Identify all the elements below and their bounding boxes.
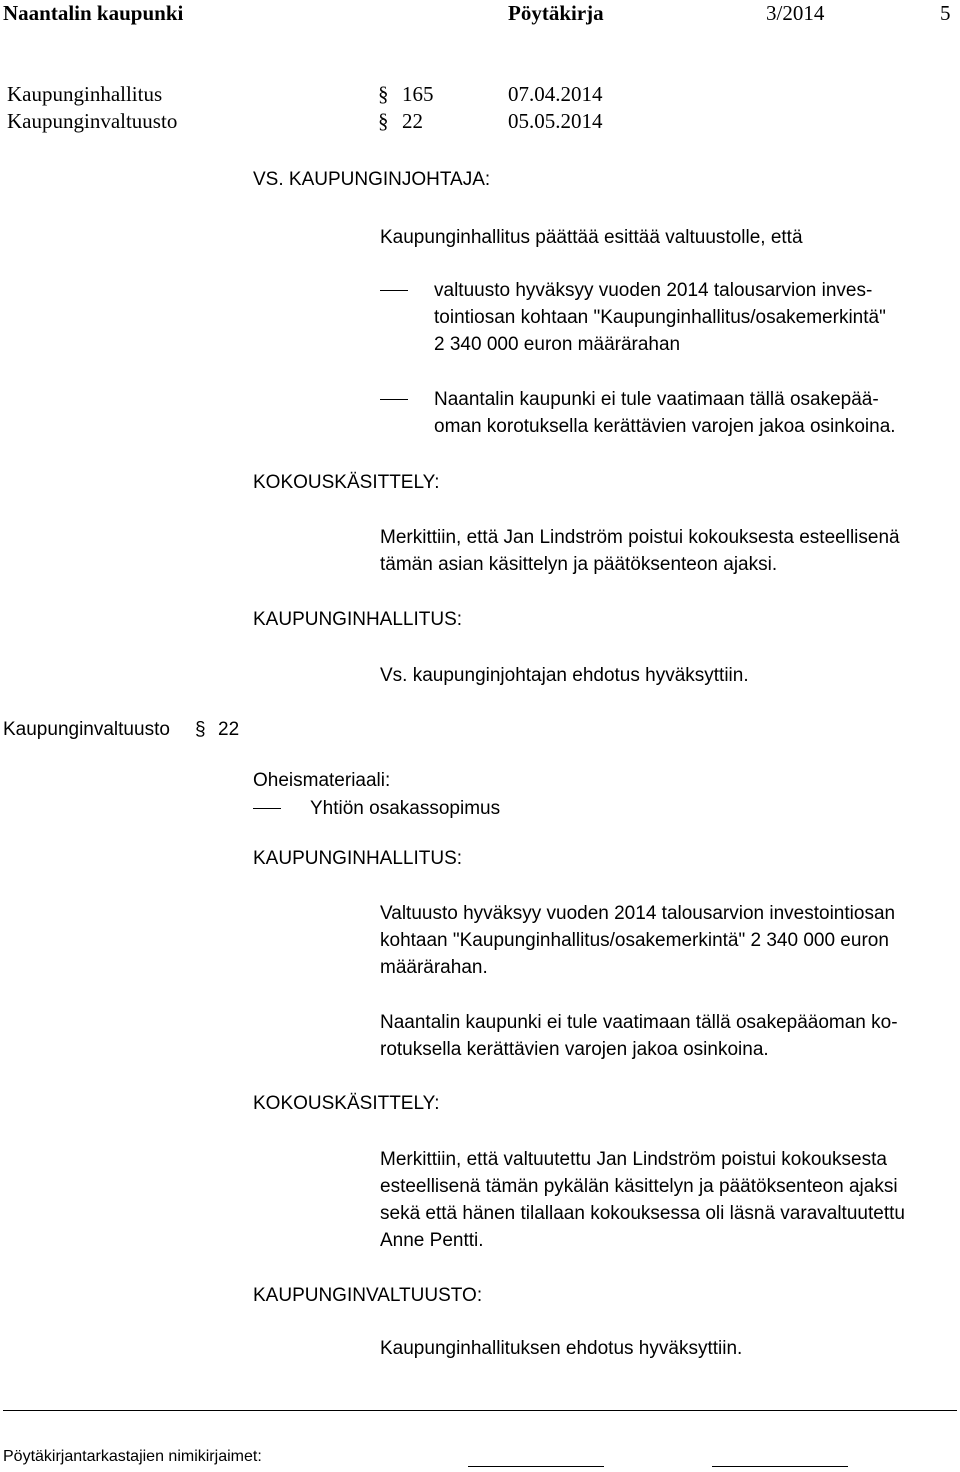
proposal-item-2-line-2: oman korotuksella kerättävien varojen jakoa osinkoina. — [434, 416, 896, 437]
initials-line-1 — [468, 1466, 604, 1467]
kaupunginhallitus-heading-1: KAUPUNGINHALLITUS: — [253, 609, 463, 630]
reference-section-2: 22 — [402, 109, 423, 133]
bullet-dash-icon — [380, 290, 408, 291]
oheismateriaali-item: Yhtiön osakassopimus — [310, 798, 501, 819]
kaupunginhallitus-heading-2: KAUPUNGINHALLITUS: — [253, 848, 463, 869]
proposal-item-1-line-3: 2 340 000 euron määrärahan — [434, 334, 681, 355]
kaupunginhallitus-text-2-line-1: Valtuusto hyväksyy vuoden 2014 talousarvion investointiosan — [380, 903, 896, 924]
section-heading-body: Kaupunginvaltuusto — [3, 719, 170, 740]
kokouskasittely-heading-2: KOKOUSKÄSITTELY: — [253, 1093, 440, 1114]
header-page-number: 5 — [940, 1, 951, 25]
kaupunginhallitus-text-2-line-2: kohtaan "Kaupunginhallitus/osakemerkintä" 2 340 000 euron — [380, 930, 889, 951]
initials-line-2 — [712, 1466, 848, 1467]
proposal-item-2-line-1: Naantalin kaupunki ei tule vaatimaan tällä osakepää- — [434, 389, 879, 410]
reference-section-sign-1: § — [378, 82, 389, 106]
footer-initials-label: Pöytäkirjantarkastajien nimikirjaimet: — [3, 1448, 262, 1465]
bullet-dash-icon — [380, 399, 408, 400]
kaupunginhallitus-decision-1: Vs. kaupunginjohtajan ehdotus hyväksyttiin. — [380, 665, 749, 686]
kaupunginvaltuusto-decision: Kaupunginhallituksen ehdotus hyväksyttiin. — [380, 1338, 743, 1359]
reference-body-1: Kaupunginhallitus — [7, 82, 163, 106]
reference-section-sign-2: § — [378, 109, 389, 133]
header-doc-type: Pöytäkirja — [508, 1, 604, 25]
section-heading-sign: § — [195, 719, 206, 740]
kokouskasittely-text-2-line-3: sekä että hänen tilallaan kokouksessa oli läsnä varavaltuutettu — [380, 1203, 905, 1224]
reference-section-1: 165 — [402, 82, 434, 106]
kaupunginvaltuusto-heading: KAUPUNGINVALTUUSTO: — [253, 1285, 483, 1306]
footer-divider — [3, 1410, 957, 1411]
kokouskasittely-text-2-line-4: Anne Pentti. — [380, 1230, 484, 1251]
proposal-item-1-line-2: tointiosan kohtaan "Kaupunginhallitus/osakemerkintä" — [434, 307, 886, 328]
header-municipality: Naantalin kaupunki — [3, 1, 184, 25]
proposal-item-1-line-1: valtuusto hyväksyy vuoden 2014 talousarvion inves- — [434, 280, 873, 301]
header-number: 3/2014 — [766, 1, 825, 25]
reference-date-2: 05.05.2014 — [508, 109, 603, 133]
section-heading-number: 22 — [218, 719, 240, 740]
kaupunginhallitus-text-2-line-3: määrärahan. — [380, 957, 488, 978]
vs-kaupunginjohtaja-heading: VS. KAUPUNGINJOHTAJA: — [253, 169, 491, 190]
oheismateriaali-heading: Oheismateriaali: — [253, 770, 391, 791]
kokouskasittely-text-1-line-1: Merkittiin, että Jan Lindström poistui kokouksesta esteellisenä — [380, 527, 900, 548]
kaupunginhallitus-text-3-line-2: rotuksella kerättävien varojen jakoa osinkoina. — [380, 1039, 769, 1060]
reference-date-1: 07.04.2014 — [508, 82, 603, 106]
kokouskasittely-heading-1: KOKOUSKÄSITTELY: — [253, 472, 440, 493]
kokouskasittely-text-2-line-1: Merkittiin, että valtuutettu Jan Lindström poistui kokouksesta — [380, 1149, 887, 1170]
proposal-intro: Kaupunginhallitus päättää esittää valtuustolle, että — [380, 227, 803, 248]
reference-body-2: Kaupunginvaltuusto — [7, 109, 178, 133]
kokouskasittely-text-1-line-2: tämän asian käsittelyn ja päätöksenteon ajaksi. — [380, 554, 778, 575]
kokouskasittely-text-2-line-2: esteellisenä tämän pykälän käsittelyn ja päätöksenteon ajaksi — [380, 1176, 898, 1197]
kaupunginhallitus-text-3-line-1: Naantalin kaupunki ei tule vaatimaan tällä osakepääoman ko- — [380, 1012, 898, 1033]
bullet-dash-icon — [253, 808, 281, 809]
